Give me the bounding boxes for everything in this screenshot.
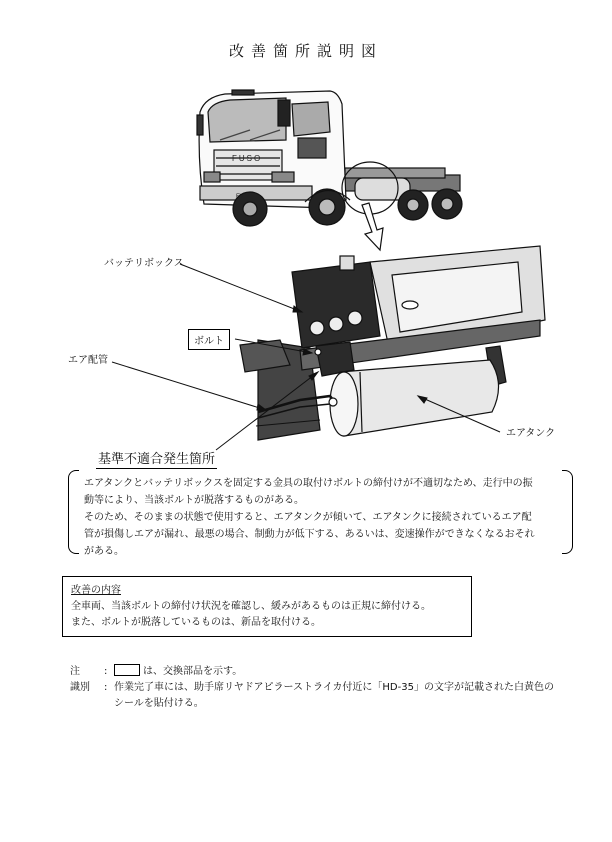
note-key: 注 <box>70 666 80 677</box>
note-row <box>70 664 554 680</box>
truck-brand-text: FUSO <box>232 154 263 163</box>
brace-left <box>68 470 79 554</box>
notes-section <box>70 664 554 712</box>
truck-model-text: FV <box>236 194 244 200</box>
identification-separator: : <box>104 682 108 693</box>
remedy-line: 全車両、当該ボルトの締付け状況を確認し、緩みがあるものは正規に締付ける。 <box>71 601 431 612</box>
identification-line: 作業完了車には、助手席リヤドアピラーストライカ付近に「HD-35」の文字が記載された白黄色の <box>114 682 554 693</box>
remedy-box <box>62 576 472 637</box>
defect-line: 管が損傷しエアが漏れ、最悪の場合、制動力が低下する、あるいは、変速操作ができなくなるおそれ <box>84 529 535 540</box>
defect-line: そのため、そのままの状態で使用すると、エアタンクが傾いて、エアタンクに接続されているエア配 <box>84 512 532 523</box>
defect-line: 動等により、当該ボルトが脱落するものがある。 <box>84 495 304 506</box>
defect-line: エアタンクとバッテリボックスを固定する金具の取付けボルトの締付けが不適切なため、走行中の振 <box>84 478 533 489</box>
note-text-value: は、交換部品を示す。 <box>143 666 243 677</box>
note-separator: : <box>104 666 108 677</box>
closeup-drawing <box>240 246 545 440</box>
identification-row <box>70 680 554 696</box>
bolt-label: ボルト <box>188 329 230 350</box>
defect-line: がある。 <box>84 546 124 557</box>
air-tank-label: エアタンク <box>506 428 556 439</box>
air-pipe-label: エア配管 <box>68 355 108 366</box>
battery-box-label: バッテリボックス <box>104 258 184 269</box>
identification-key: 識別 <box>70 682 90 693</box>
identification-line: シールを貼付ける。 <box>114 698 204 709</box>
remedy-heading: 改善の内容 <box>71 585 121 596</box>
defect-heading: 基準不適合発生箇所 <box>96 448 217 469</box>
defect-description <box>84 475 564 560</box>
page-title: 改善箇所説明図 <box>228 42 383 60</box>
zoom-arrow <box>362 203 383 250</box>
remedy-line: また、ボルトが脱落しているものは、新品を取付ける。 <box>71 617 321 628</box>
note-text <box>114 664 242 680</box>
replacement-part-swatch <box>114 664 140 676</box>
